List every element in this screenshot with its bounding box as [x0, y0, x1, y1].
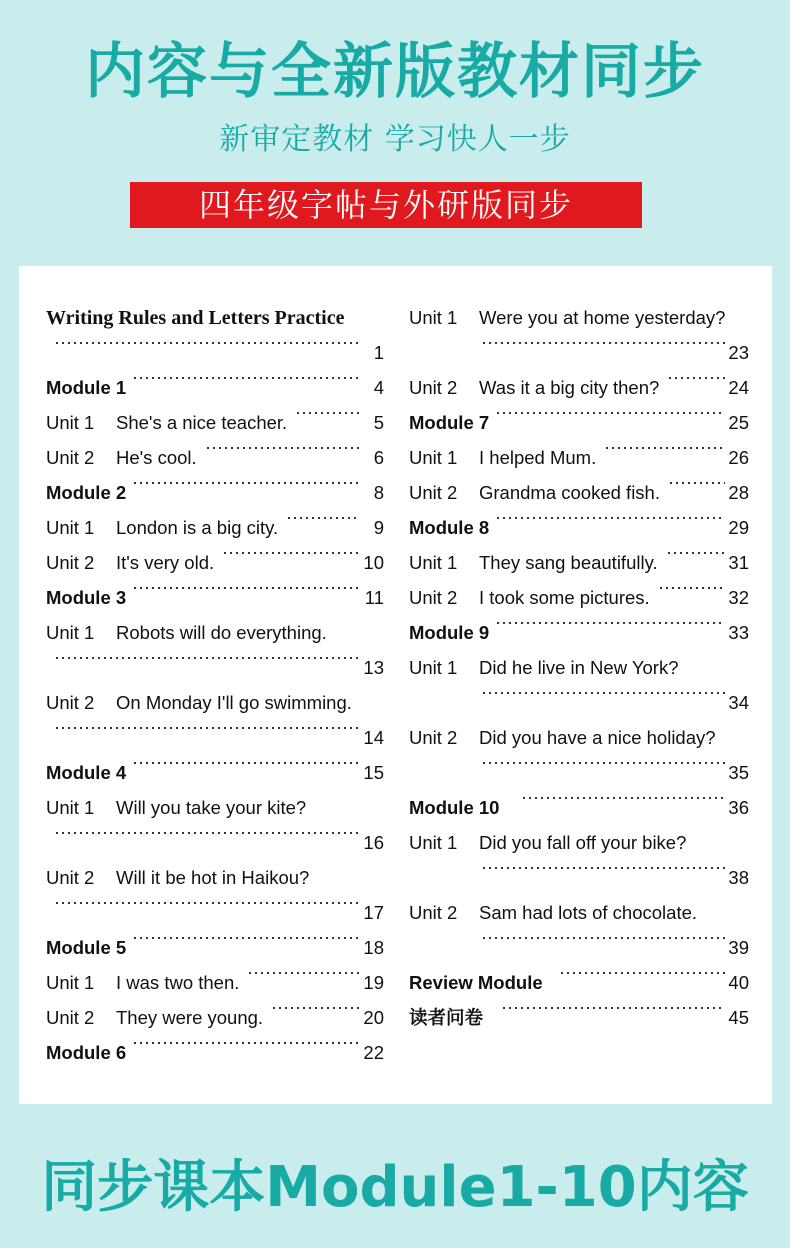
toc-unit-row [46, 860, 384, 895]
toc-page-number: 17 [363, 902, 384, 923]
unit-label: Unit 1 [46, 622, 95, 643]
toc-module-row [409, 1000, 749, 1035]
unit-label: Unit 1 [409, 657, 458, 678]
unit-label: Unit 1 [409, 552, 458, 573]
unit-label: Unit 1 [46, 412, 95, 433]
toc-unit-row [409, 580, 749, 615]
toc-heading [46, 300, 384, 335]
unit-label: Unit 2 [409, 727, 458, 748]
dot-leader [54, 832, 360, 834]
toc-unit-row [409, 650, 749, 685]
unit-title: I was two then. [116, 972, 240, 993]
module-label: Review Module [409, 972, 543, 993]
toc-page-number: 20 [363, 1007, 384, 1028]
dot-leader [132, 482, 360, 484]
toc-page-number: 34 [728, 692, 749, 713]
unit-title: I helped Mum. [479, 447, 597, 468]
toc-page-number: 18 [363, 937, 384, 958]
toc-page-number: 16 [363, 832, 384, 853]
toc-continuation [409, 335, 749, 370]
toc-unit-row [409, 300, 749, 335]
toc-module-row [409, 405, 749, 440]
dot-leader [132, 762, 360, 764]
toc-continuation [46, 650, 384, 685]
dot-leader [495, 622, 725, 624]
unit-label: Unit 2 [46, 867, 95, 888]
toc-page-number: 5 [373, 412, 384, 433]
toc-page-number: 32 [728, 587, 749, 608]
dot-leader [132, 587, 360, 589]
toc-module-row [46, 755, 384, 790]
dot-leader [495, 517, 725, 519]
footer-slogan: 同步课本Module1-10内容 [41, 1155, 749, 1220]
dot-leader [501, 1007, 725, 1009]
unit-title: On Monday I'll go swimming. [116, 692, 352, 713]
toc-page-number: 9 [373, 517, 384, 538]
toc-page-number: 33 [728, 622, 749, 643]
module-label: Module 3 [46, 587, 127, 608]
dot-leader [668, 482, 725, 484]
unit-title: Robots will do everything. [116, 622, 327, 643]
unit-label: Unit 1 [409, 832, 458, 853]
unit-label: Unit 2 [409, 902, 458, 923]
toc-page-number: 1 [373, 342, 384, 363]
toc-continuation [46, 825, 384, 860]
toc-unit-row [46, 790, 384, 825]
dot-leader [205, 447, 360, 449]
dot-leader [54, 727, 360, 729]
dot-leader [54, 342, 360, 344]
toc-continuation [46, 720, 384, 755]
module-label: Module 1 [46, 377, 127, 398]
toc-module-row [46, 370, 384, 405]
toc-page-number: 6 [373, 447, 384, 468]
toc-page-number: 40 [728, 972, 749, 993]
toc-page-number: 29 [728, 517, 749, 538]
toc-module-row [409, 510, 749, 545]
toc-continuation [409, 755, 749, 790]
unit-label: Unit 1 [46, 972, 95, 993]
module-label: Module 7 [409, 412, 490, 433]
toc-page-number: 38 [728, 867, 749, 888]
toc-page-number: 24 [728, 377, 749, 398]
grade-banner: 四年级字帖与外研版同步 [130, 182, 642, 228]
unit-title: Will you take your kite? [116, 797, 307, 818]
unit-title: Sam had lots of chocolate. [479, 902, 698, 923]
unit-label: Unit 2 [46, 692, 95, 713]
unit-title: Did you fall off your bike? [479, 832, 687, 853]
toc-page-number: 11 [364, 587, 384, 608]
unit-label: Unit 2 [409, 377, 458, 398]
page-headline: 内容与全新版教材同步 [85, 37, 705, 107]
dot-leader [666, 552, 725, 554]
unit-title: London is a big city. [116, 517, 279, 538]
toc-continuation [409, 860, 749, 895]
toc-page-number: 15 [363, 762, 384, 783]
toc-unit-row [46, 440, 384, 475]
unit-label: Unit 1 [46, 797, 95, 818]
toc-page-number: 25 [728, 412, 749, 433]
toc-unit-row [46, 615, 384, 650]
toc-page-number: 13 [363, 657, 384, 678]
dot-leader [495, 412, 725, 414]
module-label: Module 6 [46, 1042, 127, 1063]
unit-title: Did you have a nice holiday? [479, 727, 716, 748]
dot-leader [54, 657, 360, 659]
unit-label: Unit 2 [46, 1007, 95, 1028]
toc-unit-row [46, 405, 384, 440]
dot-leader [481, 867, 725, 869]
dot-leader [658, 587, 725, 589]
toc-continuation [46, 335, 384, 370]
toc-module-row [46, 930, 384, 965]
page-subtitle: 新审定教材 学习快人一步 [219, 122, 571, 157]
unit-title: Was it a big city then? [479, 377, 660, 398]
dot-leader [481, 762, 725, 764]
unit-title: Will it be hot in Haikou? [116, 867, 310, 888]
toc-page-number: 8 [373, 482, 384, 503]
dot-leader [481, 342, 725, 344]
module-label: Module 10 [409, 797, 500, 818]
dot-leader [271, 1007, 360, 1009]
toc-left-column [46, 300, 384, 1070]
unit-title: He's cool. [116, 447, 197, 468]
unit-label: Unit 2 [46, 552, 95, 573]
toc-page-number: 45 [728, 1007, 749, 1028]
dot-leader [295, 412, 360, 414]
dot-leader [286, 517, 360, 519]
toc-unit-row [46, 685, 384, 720]
toc-page-number: 19 [363, 972, 384, 993]
toc-page-number: 31 [728, 552, 749, 573]
module-label: 读者问卷 [409, 1007, 484, 1028]
dot-leader [481, 937, 725, 939]
dot-leader [521, 797, 725, 799]
unit-title: Did he live in New York? [479, 657, 679, 678]
toc-module-row [409, 615, 749, 650]
dot-leader [222, 552, 360, 554]
toc-heading-title: Writing Rules and Letters Practice [46, 307, 345, 329]
module-label: Module 8 [409, 517, 490, 538]
unit-title: She's a nice teacher. [116, 412, 288, 433]
toc-continuation [46, 895, 384, 930]
dot-leader [604, 447, 725, 449]
toc-continuation [409, 930, 749, 965]
toc-unit-row [409, 370, 749, 405]
unit-label: Unit 2 [409, 587, 458, 608]
toc-unit-row [409, 440, 749, 475]
toc-module-row [46, 580, 384, 615]
unit-title: They sang beautifully. [479, 552, 658, 573]
toc-page-number: 36 [728, 797, 749, 818]
unit-title: They were young. [116, 1007, 264, 1028]
toc-module-row [46, 475, 384, 510]
module-label: Module 5 [46, 937, 127, 958]
toc-page-number: 22 [363, 1042, 384, 1063]
toc-module-row [46, 1035, 384, 1070]
toc-unit-row [46, 1000, 384, 1035]
toc-unit-row [46, 545, 384, 580]
toc-unit-row [409, 720, 749, 755]
module-label: Module 4 [46, 762, 127, 783]
unit-title: I took some pictures. [479, 587, 650, 608]
toc-page-number: 10 [363, 552, 384, 573]
module-label: Module 2 [46, 482, 127, 503]
table-of-contents-panel [19, 266, 772, 1104]
dot-leader [132, 1042, 360, 1044]
toc-unit-row [46, 510, 384, 545]
toc-page-number: 4 [373, 377, 384, 398]
dot-leader [559, 972, 725, 974]
toc-page-number: 35 [728, 762, 749, 783]
toc-unit-row [409, 545, 749, 580]
toc-module-row [409, 965, 749, 1000]
toc-page-number: 23 [728, 342, 749, 363]
toc-unit-row [409, 895, 749, 930]
toc-page-number: 28 [728, 482, 749, 503]
module-label: Module 9 [409, 622, 490, 643]
unit-label: Unit 2 [46, 447, 95, 468]
toc-module-row [409, 790, 749, 825]
toc-continuation [409, 685, 749, 720]
dot-leader [667, 377, 725, 379]
toc-right-column [409, 300, 749, 1035]
dot-leader [247, 972, 360, 974]
unit-label: Unit 2 [409, 482, 458, 503]
dot-leader [132, 937, 360, 939]
unit-title: Were you at home yesterday? [479, 307, 726, 328]
dot-leader [132, 377, 360, 379]
dot-leader [54, 902, 360, 904]
toc-unit-row [409, 825, 749, 860]
unit-label: Unit 1 [409, 447, 458, 468]
unit-title: It's very old. [116, 552, 215, 573]
toc-page-number: 14 [363, 727, 384, 748]
unit-label: Unit 1 [46, 517, 95, 538]
toc-unit-row [46, 965, 384, 1000]
toc-page-number: 26 [728, 447, 749, 468]
dot-leader [481, 692, 725, 694]
toc-page-number: 39 [728, 937, 749, 958]
unit-label: Unit 1 [409, 307, 458, 328]
toc-unit-row [409, 475, 749, 510]
unit-title: Grandma cooked fish. [479, 482, 660, 503]
